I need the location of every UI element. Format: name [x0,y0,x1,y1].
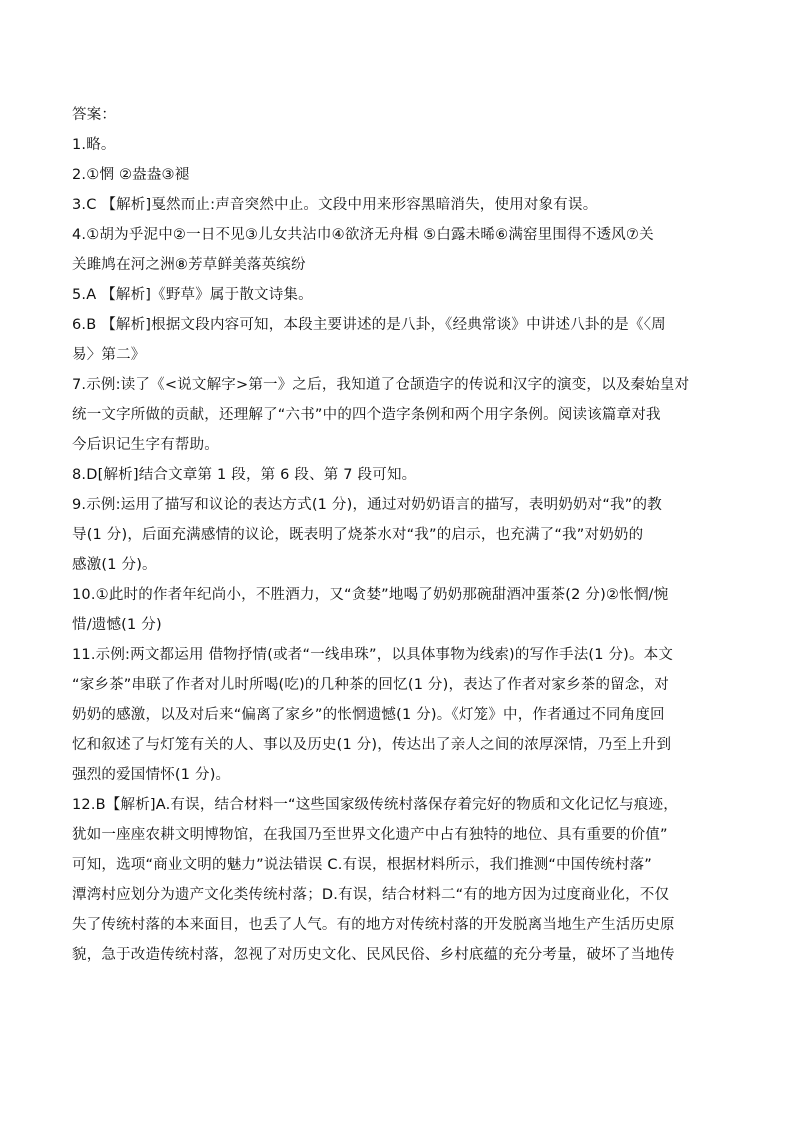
text-line: 惜/遗憾(1 分) [72,617,162,633]
text-line: 可知，选项“商业文明的魅力”说法错误 C.有误，根据材料所示，我们推测“中国传统村落” [72,857,652,873]
text-line: 今后识记生字有帮助。 [72,437,219,453]
text-line: 2.①惘 ②盎盎③褪 [72,167,190,183]
text-line: 失了传统村落的本来面目，也丢了人气。有的地方对传统村落的开发脱离当地生产生活历史原 [72,917,675,933]
text-line: 7.示例:读了《<说文解字>第一》之后，我知道了仓颉造字的传说和汉字的演变，以及秦始皇对 [72,377,690,393]
answer-body [72,130,732,970]
text-line: 关雎鸠在河之洲⑧芳草鲜美落英缤纷 [72,257,306,273]
text-line: 12.B【解析]A.有误，结合材料一“这些国家级传统村落保存着完好的物质和文化记忆与痕迹， [72,797,678,813]
text-line: 9.示例:运用了描写和议论的表达方式(1 分)，通过对奶奶语言的描写，表明奶奶对“我”的教 [72,497,662,513]
text-line: 8.D[解析]结合文章第 1 段，第 6 段、第 7 段可知。 [72,467,417,483]
text-line: “家乡茶”串联了作者对儿时所喝(吃)的几种茶的回忆(1 分)，表达了作者对家乡茶的留念，对 [72,677,669,693]
text-line: 5.A 【解析]《野草》属于散文诗集。 [72,287,313,303]
text-line: 感激(1 分)。 [72,557,157,573]
text-line: 犹如一座座农耕文明博物馆，在我国乃至世界文化遗产中占有独特的地位、具有重要的价值” [72,827,668,843]
text-line: 1.略。 [72,137,116,153]
text-line: 貌，急于改造传统村落，忽视了对历史文化、民风民俗、乡村底蕴的充分考量，破坏了当地传 [72,947,675,963]
text-line: 潭湾村应划分为遗产文化类传统村落；D.有误，结合材料二“有的地方因为过度商业化，不仅 [72,887,670,903]
text-line: 10.①此时的作者年纪尚小，不胜酒力，又“贪婪”地喝了奶奶那碗甜酒冲蛋茶(2 分)②怅惘/惋 [72,587,669,603]
text-line: 忆和叙述了与灯笼有关的人、事以及历史(1 分)，传达出了亲人之间的浓厚深情，乃至上升到 [72,737,672,753]
text-line: 11.示例:两文都运用 借物抒情(或者“一线串珠”，以具体事物为线索)的写作手法(1 分)。本文 [72,647,674,663]
text-line: 导(1 分)，后面充满感情的议论，既表明了烧茶水对“我”的启示，也充满了“我”对奶奶的 [72,527,644,543]
text-line: 强烈的爱国情怀(1 分)。 [72,767,231,783]
answer-heading: 答案： [72,107,117,123]
text-line: 易〉第二》 [72,347,146,363]
text-line: 3.C 【解析]戛然而止:声音突然中止。文段中用来形容黑暗消失，使用对象有误。 [72,197,598,213]
answer-page [72,100,732,970]
text-line: 奶奶的感激，以及对后来“偏离了家乡”的怅惘遗憾(1 分)。《灯笼》中，作者通过不同角度回 [72,707,665,723]
text-line: 统一文字所做的贡献，还理解了“六书”中的四个造字条例和两个用字条例。阅读该篇章对我 [72,407,661,423]
text-line: 6.B 【解析]根据文段内容可知，本段主要讲述的是八卦，《经典常谈》中讲述八卦的是《〈周 [72,317,666,333]
text-line: 4.①胡为乎泥中②一日不见③儿女共沾巾④欲济无舟楫 ⑤白露未晞⑥满窑里围得不透风⑦关 [72,227,654,243]
